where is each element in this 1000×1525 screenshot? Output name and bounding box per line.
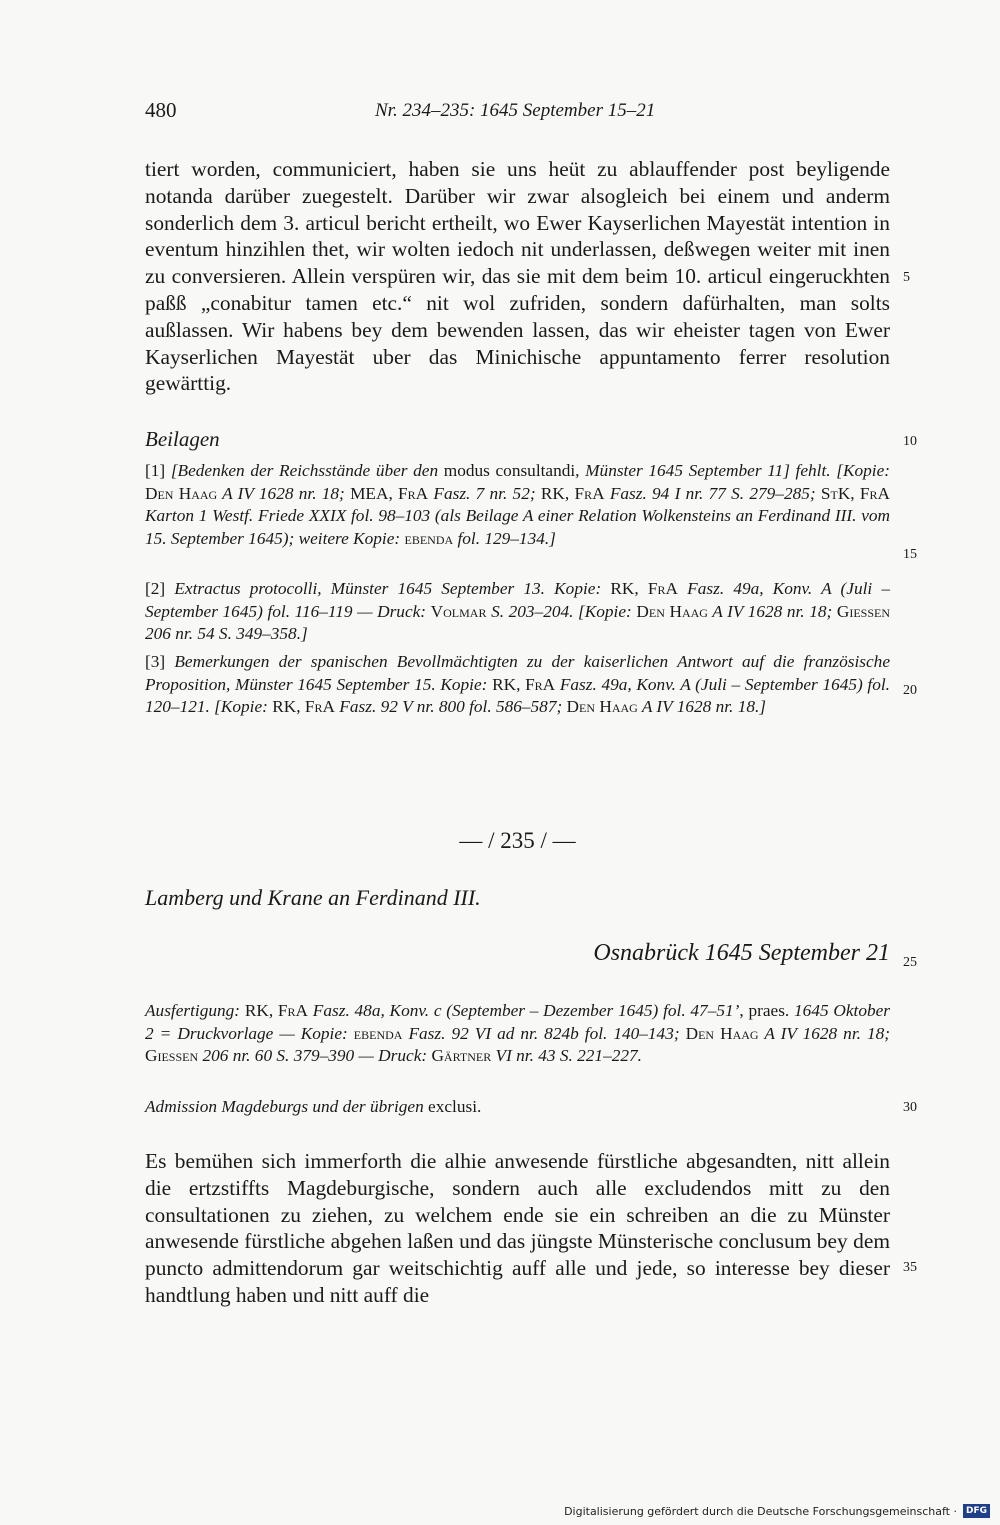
enclosure-text: [Bedenken der Reichsstände über den (170, 461, 439, 480)
enclosure-item (145, 651, 890, 719)
archive-name: FrA (574, 483, 605, 503)
line-number: 20 (903, 683, 917, 698)
line-number: 25 (903, 955, 917, 970)
enclosure-text: Fasz. 92 V nr. 800 fol. 586–587; (334, 697, 567, 717)
enclosure-text: fol. 129–134.] (453, 528, 556, 548)
enclosure-text: Fasz. 49a, Konv. A (Juli – September 1645) fol. 120–121. [Kopie: (145, 674, 890, 717)
archive-name: Den Haag (685, 1023, 759, 1043)
archive-name: Den Haag (566, 697, 638, 717)
enclosure-text: modus consultandi, (438, 461, 586, 480)
main-paragraph: tiert worden, communiciert, haben sie uns heüt zu ablauffender post beyligende notanda darüber zuegestelt. Darüber wir zwar alsogleich bei einem und anderm sonderlich dem 3. articul bericht ertheilt, wo Ewer Kayserlichen Mayestät intention in eventum hinzihlen thet, wir wolten iedoch nit underlassen, deßwegen weiter mit inen zu conversieren. Allein verspüren wir, das sie mit dem beim 10. articul eingeruckhten paßß „conabitur tamen etc.“ nit wol zufriden, sondern dafürhalten, man solts außlassen. Wir habens bey dem bewenden lassen, das wir eheister tagen von Ewer Kayserlichen Mayestät uber das Minichische appuntamento ferrer resolution gewärttig. (145, 157, 890, 396)
place-date: Osnabrück 1645 September 21 (593, 940, 890, 966)
enclosure-text: A IV 1628 nr. 18; (707, 601, 837, 621)
footer-credit (564, 1504, 990, 1518)
enclosure-text: Münster 1645 September 11] fehlt. [Kopie: (585, 461, 890, 480)
archive-name: FrA (277, 1001, 309, 1020)
line-number: 15 (903, 547, 917, 562)
enclosure-text: Bemerkungen der spanischen Bevollmächtigten zu der kaiserlichen Antwort auf die französische Proposition, Münster 1645 September 15. Kopie: (145, 652, 890, 694)
archive-name: Giessen (145, 1046, 199, 1066)
regest-text: exclusi. (423, 1097, 482, 1116)
document-number: — / 235 / — (459, 828, 576, 853)
letter-paragraph: Es bemühen sich immerforth die alhie anwesende fürstliche abgesandten, nitt allein die ertzstiffts Magdeburgische, sondern auch alle excludendos mitt zu den consultationen zu ziehen, zu welchem ende sie ein schreiben an die zu Münster anwesende fürstliche abgehen laßen und das jüngste Münsterische conclusum bey dem puncto admittendorum gar weitschichtig auff alle und jede, so interesse bey dieser handtlung haben und nitt auff die (145, 1149, 890, 1307)
note-text: , praes. (739, 1001, 795, 1020)
enclosure-text: 206 nr. 54 S. 349–358.] (145, 624, 308, 644)
regest-text: Admission Magdeburgs und der übrigen (145, 1097, 424, 1116)
footer-text: Digitalisierung gefördert durch die Deutsche Forschungsgemeinschaft · (564, 1504, 957, 1518)
archive-name: FrA (525, 674, 556, 694)
running-title: Nr. 234–235: 1645 September 15–21 (375, 100, 656, 121)
enclosure-text: S. 203–204. [Kopie: (486, 601, 637, 621)
archive-name: RK, (244, 1001, 278, 1020)
enclosure-text: Fasz. 49a, Konv. A (Juli – September 1645) fol. 116–119 — Druck: (145, 579, 891, 621)
archive-name: Giessen (836, 601, 890, 621)
enclosure-number: [1] (145, 461, 166, 480)
note-text: Fasz. 92 VI ad nr. 824b fol. 140–143; (402, 1023, 686, 1043)
enclosure-text: Extractus protocolli, Münster 1645 September 13. Kopie: (174, 579, 611, 598)
dfg-logo: DFG (963, 1504, 990, 1518)
archive-name: RK, (610, 579, 648, 598)
archive-name: Den Haag (145, 483, 218, 503)
note-text: 206 nr. 60 S. 379–390 — Druck: (198, 1046, 432, 1066)
line-number: 10 (903, 434, 917, 449)
page-header (145, 98, 890, 128)
archive-name: FrA (398, 483, 429, 503)
note-text: Ausfertigung: (145, 1001, 245, 1020)
enclosure-item (145, 578, 890, 646)
page-number: 480 (145, 98, 177, 122)
document-title: Lamberg und Krane an Ferdinand III. (145, 885, 481, 910)
beilagen-heading: Beilagen (145, 427, 220, 451)
enclosure-text: A IV 1628 nr. 18; (217, 483, 351, 503)
note-text: 1645 Oktober 2 = Druckvorlage — Kopie: (145, 1001, 890, 1043)
archive-name: FrA (859, 483, 890, 503)
archive-name: ebenda (353, 1023, 403, 1043)
line-number: 30 (903, 1100, 917, 1115)
ausfertigung-note (145, 1000, 890, 1068)
author-name: Gärtner (431, 1046, 492, 1066)
author-name: Volmar (430, 601, 487, 621)
enclosure-item (145, 460, 890, 550)
regest (145, 1097, 481, 1117)
note-text: VI nr. 43 S. 221–227. (491, 1046, 642, 1066)
archive-name: ebenda (404, 528, 454, 548)
enclosure-text: Karton 1 Westf. Friede XXIX fol. 98–103 (als Beilage A einer Relation Wolkensteins an Ferdinand III. vom 15. September 1645); weitere Kopie: (145, 506, 890, 548)
note-text: A IV 1628 nr. 18; (758, 1023, 891, 1043)
archive-name: Den Haag (636, 601, 708, 621)
archive-name: RK, (272, 697, 305, 717)
archive-name: RK, (492, 674, 526, 694)
archive-name: RK, (540, 483, 575, 503)
archive-name: MEA, (350, 483, 399, 503)
enclosure-number: [2] (145, 579, 166, 598)
note-text: Fasz. 48a, Konv. c (September – Dezember 1645) fol. 47–51’ (308, 1001, 740, 1020)
archive-name: FrA (647, 579, 678, 598)
enclosure-text: Fasz. 7 nr. 52; (428, 483, 541, 503)
enclosure-text: Fasz. 94 I nr. 77 S. 279–285; (604, 483, 821, 503)
line-number: 5 (903, 270, 910, 285)
archive-name: FrA (304, 697, 335, 717)
enclosure-text: A IV 1628 nr. 18.] (637, 697, 767, 717)
archive-name: StK, (820, 483, 860, 503)
line-number: 35 (903, 1260, 917, 1275)
enclosure-number: [3] (145, 652, 166, 671)
